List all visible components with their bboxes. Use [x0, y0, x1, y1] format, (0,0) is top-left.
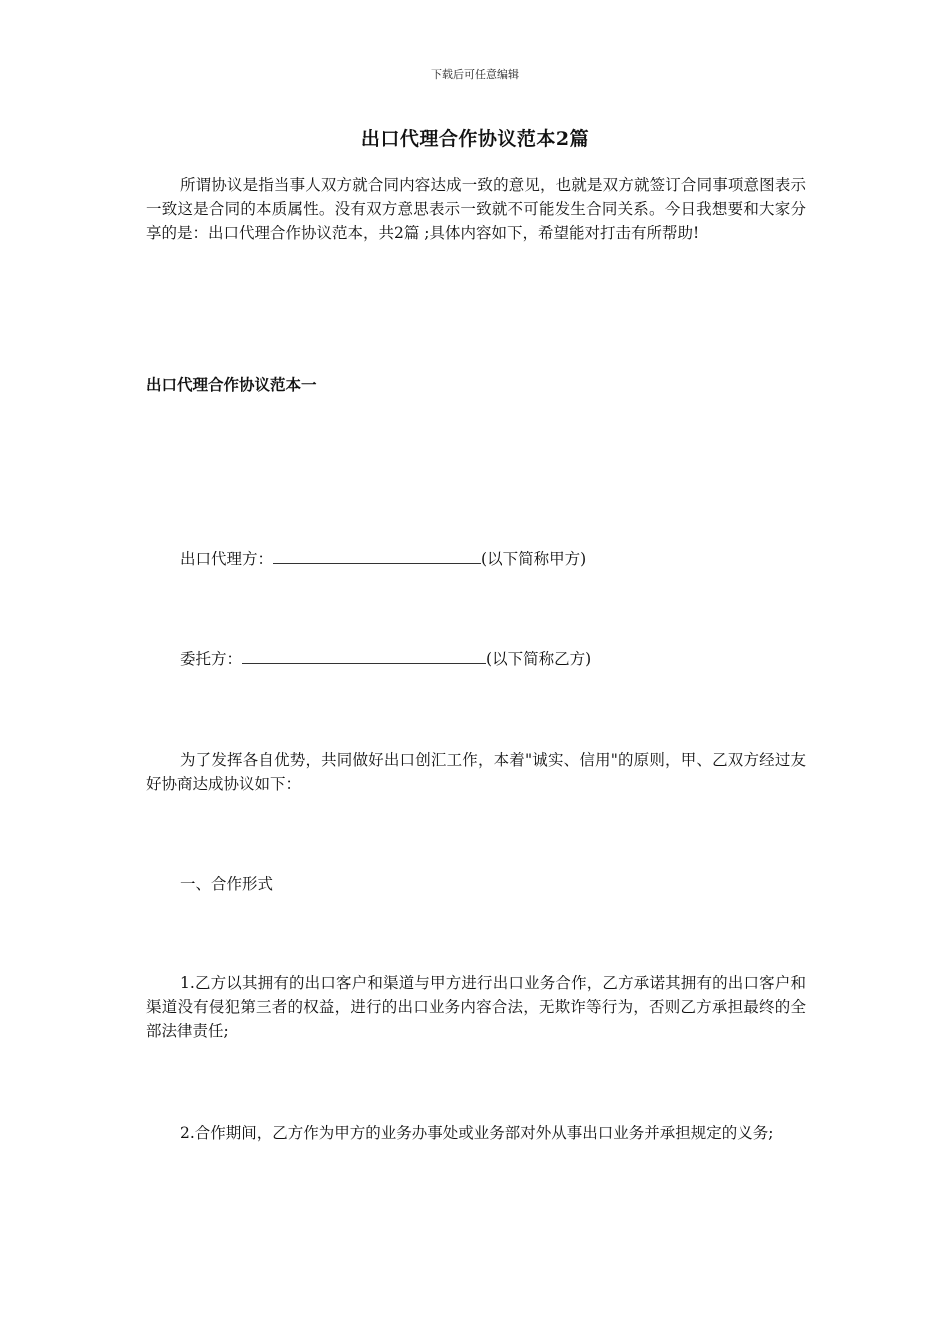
intro-paragraph: 所谓协议是指当事人双方就合同内容达成一致的意见，也就是双方就签订合同事项意图表示一致这是合同的本质属性。没有双方意思表示一致就不可能发生合同关系。今日我想要和大家分享的是：出口代理合作协议范本，共2篇 ;具体内容如下，希望能对打击有所帮助!: [146, 176, 806, 242]
party-a-suffix: (以下简称甲方): [481, 550, 587, 568]
party-b-suffix: (以下简称乙方): [486, 650, 592, 668]
party-b-line: [180, 647, 591, 671]
party-a-label: 出口代理方：: [180, 550, 274, 568]
clause-item: 2.合作期间，乙方作为甲方的业务办事处或业务部对外从事出口业务并承担规定的义务;: [180, 1124, 774, 1142]
clause-heading: 一、合作形式: [180, 875, 274, 893]
preamble-paragraph: 为了发挥各自优势，共同做好出口创汇工作，本着"诚实、信用"的原则，甲、乙双方经过友好协商达成协议如下：: [146, 751, 806, 793]
party-a-line: [180, 547, 586, 571]
header-note: 下载后可任意编辑: [431, 68, 519, 81]
party-b-blank: [242, 647, 486, 664]
section-heading: 出口代理合作协议范本一: [146, 375, 317, 394]
page-title: 出口代理合作协议范本2篇: [360, 128, 590, 150]
party-b-label: 委托方：: [180, 650, 243, 668]
party-a-blank: [273, 547, 481, 564]
clause-item: 1.乙方以其拥有的出口客户和渠道与甲方进行出口业务合作，乙方承诺其拥有的出口客户和渠道没有侵犯第三者的权益，进行的出口业务内容合法，无欺诈等行为，否则乙方承担最终的全部法律责任;: [146, 974, 806, 1040]
